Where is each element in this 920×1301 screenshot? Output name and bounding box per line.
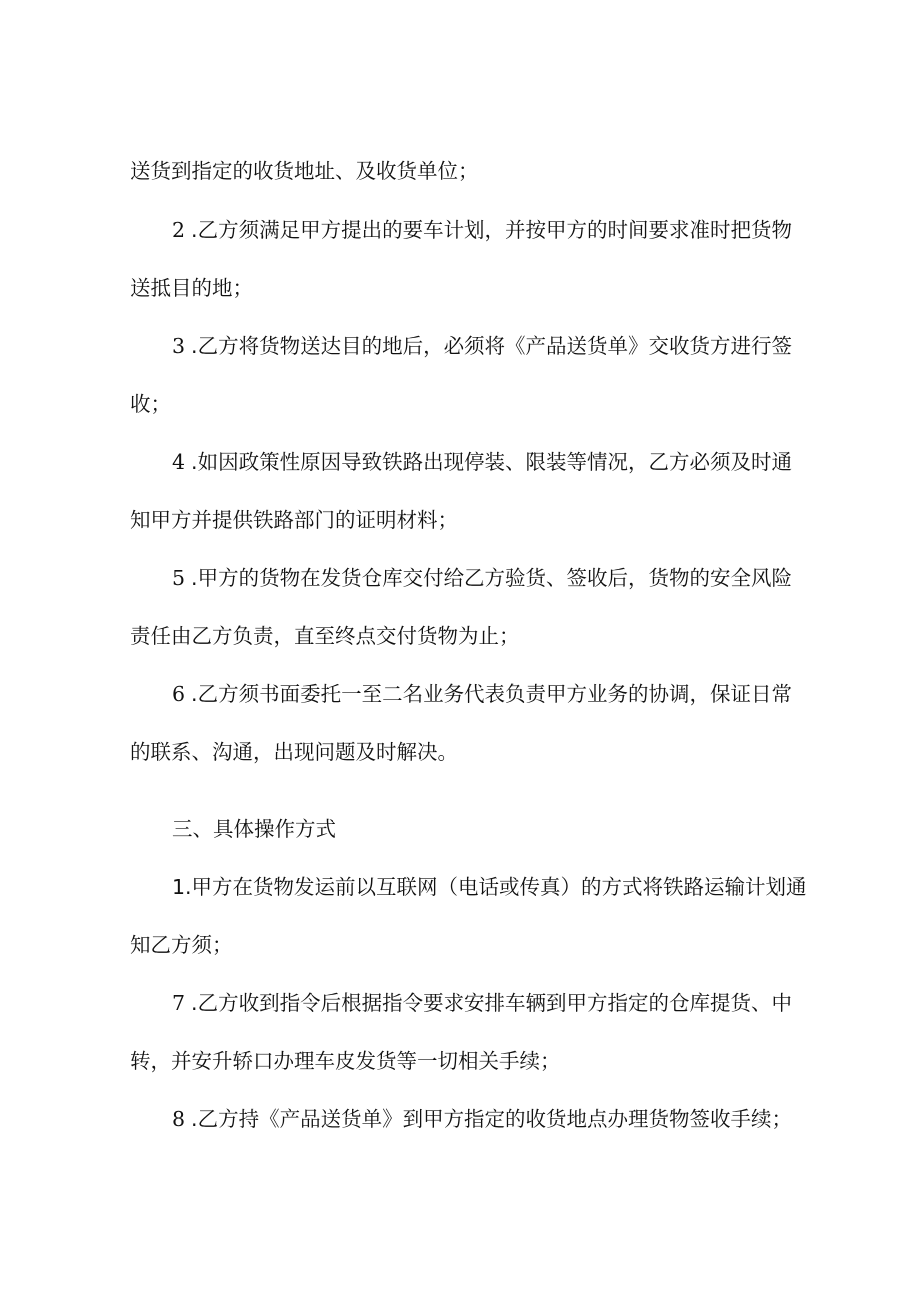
- section-item-1-line2: 知乙方须；: [130, 933, 233, 957]
- section-heading: 三、具体操作方式: [172, 817, 336, 841]
- clause-text: .乙方须书面委托一至二名业务代表负责甲方业务的协调，保证日常: [191, 682, 793, 706]
- clause-number: 5: [172, 566, 186, 590]
- clause-text: .乙方须满足甲方提出的要车计划，并按甲方的时间要求准时把货物: [191, 218, 793, 242]
- clause-4-line2: 知甲方并提供铁路部门的证明材料；: [130, 508, 458, 532]
- clause-number: 4: [172, 450, 186, 474]
- clause-4-line1: [172, 449, 792, 475]
- clause-text: .乙方将货物送达目的地后，必须将《产品送货单》交收货方进行签: [191, 334, 793, 358]
- clause-3-line1: [172, 333, 792, 359]
- clause-number: 3: [172, 334, 186, 358]
- section-item-1-line1: 1.甲方在货物发运前以互联网（电话或传真）的方式将铁路运输计划通: [172, 875, 807, 899]
- clause-number: 8: [172, 1107, 186, 1131]
- clause-6-line2: 的联系、沟通，出现问题及时解决。: [130, 740, 458, 764]
- clause-8-line1: [172, 1106, 792, 1132]
- clause-3-line2: 收；: [130, 392, 171, 416]
- intro-line: 送货到指定的收货地址、及收货单位；: [130, 159, 479, 183]
- clause-5-line1: [172, 565, 792, 591]
- clause-number: 6: [172, 682, 186, 706]
- clause-5-line2: 责任由乙方负责，直至终点交付货物为止；: [130, 624, 520, 648]
- clause-number: 2: [172, 218, 186, 242]
- clause-7-line1: [172, 990, 792, 1016]
- clause-number: 7: [172, 991, 186, 1015]
- clause-6-line1: [172, 681, 792, 707]
- clause-2-line1: [172, 217, 792, 243]
- clause-7-line2: 转，并安升轿口办理车皮发货等一切相关手续；: [130, 1049, 561, 1073]
- clause-2-line2: 送抵目的地；: [130, 276, 253, 300]
- clause-text: .甲方的货物在发货仓库交付给乙方验货、签收后，货物的安全风险: [191, 566, 793, 590]
- clause-text: .乙方收到指令后根据指令要求安排车辆到甲方指定的仓库提货、中: [191, 991, 793, 1015]
- clause-text: .如因政策性原因导致铁路出现停装、限装等情况，乙方必须及时通: [191, 450, 793, 474]
- clause-text: .乙方持《产品送货单》到甲方指定的收货地点办理货物签收手续；: [191, 1107, 793, 1131]
